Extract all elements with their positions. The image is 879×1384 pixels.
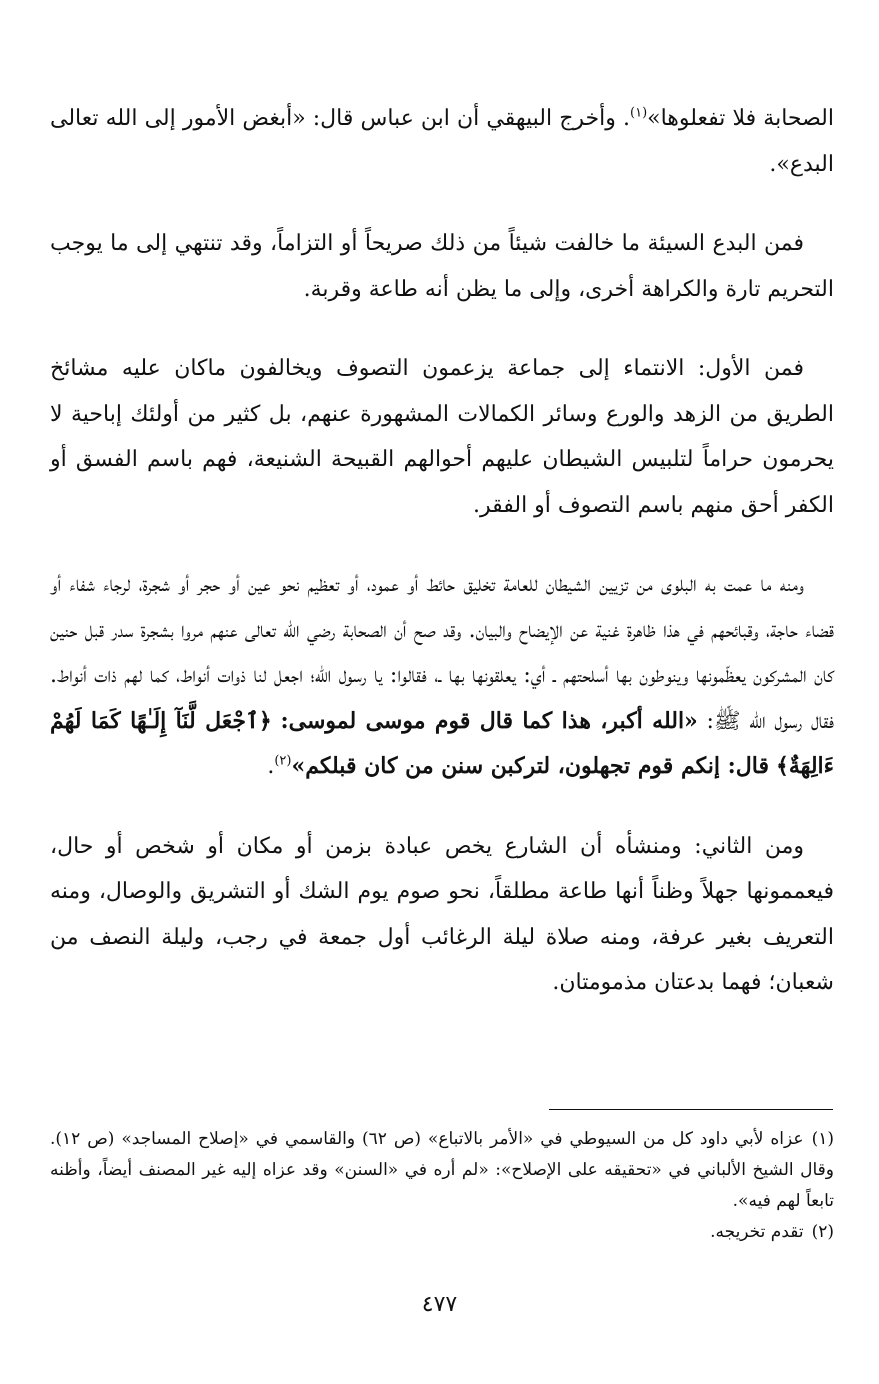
footnote-ref-2: (٢) xyxy=(274,753,292,769)
paragraph-4-end: . xyxy=(267,754,275,779)
hadith-quote-start: «الله أكبر، هذا كما قال قوم موسى لموسى: xyxy=(280,707,698,734)
footnotes xyxy=(50,1124,834,1248)
footnote-1-number: (١) xyxy=(811,1129,834,1149)
footnote-1-text: عزاه لأبي داود كل من السيوطي في «الأمر بالاتباع» (ص ٦٢) والقاسمي في «إصلاح المساجد» (ص ١٢). وقال الشيخ الألباني في «تحقيقه على الإصلاح»: «لم أره في «السنن» وقد عزاه إليه غير المصنف أيضاً، وأظنه تابعاً لهم فيه». xyxy=(50,1129,834,1211)
paragraph-1 xyxy=(50,96,834,187)
paragraph-4-text: ومنه ما عمت به البلوى من تزيين الشيطان للعامة تخليق حائط أو عمود، أو تعظيم نحو عين أو حجر أو شجرة، لرجاء شفاء أو قضاء حاجة، وقبائحهم في هذا ظاهرة غنية عن الإيضاح والبيان. وقد صح أن الصحابة رضي الله تعالى عنهم مروا بشجرة سدر قبل حنين كان المشركون يعظّمونها وينوطون بها أسلحتهم ـ أي: يعلقونها بها ـ، فقالوا: يا رسول الله؛ اجعل لنا ذوات أنواط، كما لهم ذات أنواط. فقال رسول الله ﷺ: xyxy=(50,572,835,734)
hadith-quote-end: قال: إنكم قوم تجهلون، لتركبن سنن من كان قبلكم» xyxy=(291,753,769,779)
paragraph-4 xyxy=(50,562,834,790)
footnote-2 xyxy=(50,1217,834,1248)
footnote-2-number: (٢) xyxy=(811,1222,834,1242)
paragraph-3: فمن الأول: الانتماء إلى جماعة يزعمون التصوف ويخالفون ماكان عليه مشائخ الطريق من الزهد والورع وسائر الكمالات المشهورة عنهم، بل كثير من أولئك إباحية لا يحرمون حراماً لتلبيس الشيطان عليهم أحوالهم القبيحة الشنيعة، فهم باسم الفسق أو الكفر أحق منهم باسم التصوف أو الفقر. xyxy=(50,356,834,518)
paragraph-2: فمن البدع السيئة ما خالفت شيئاً من ذلك صريحاً أو التزاماً، وقد تنتهي إلى ما يوجب التحريم تارة والكراهة أخرى، وإلى ما يظن أنه طاعة وقربة. xyxy=(50,231,834,302)
footnote-ref-1: (١) xyxy=(630,105,648,121)
paragraph-1-text-a: الصحابة فلا تفعلوها» xyxy=(647,106,835,131)
footnote-2-text: تقدم تخريجه. xyxy=(710,1222,804,1242)
footnote-1 xyxy=(50,1124,834,1217)
main-text xyxy=(50,96,834,1040)
paragraph-1-text-b: . وأخرج البيهقي أن ابن عباس قال: «أبغض الأمور إلى الله تعالى البدع». xyxy=(50,106,834,177)
page-number: ٤٧٧ xyxy=(421,1292,458,1317)
footnote-separator xyxy=(549,1109,833,1110)
quran-verse: ﴿ٱجْعَل لَّنَآ إِلَـٰهًا كَمَا لَهُمْ ءَالِهَةٌ﴾ xyxy=(50,707,834,779)
paragraph-5: ومن الثاني: ومنشأه أن الشارع يخص عبادة بزمن أو مكان أو شخص أو حال، فيعممونها جهلاً وظناً أنها طاعة مطلقاً، نحو صوم يوم الشك أو التشريق والوصال، ومنه التعريف بغير عرفة، ومنه صلاة ليلة الرغائب أول جمعة في رجب، وليلة النصف من شعبان؛ فهما بدعتان مذمومتان. xyxy=(50,833,835,995)
